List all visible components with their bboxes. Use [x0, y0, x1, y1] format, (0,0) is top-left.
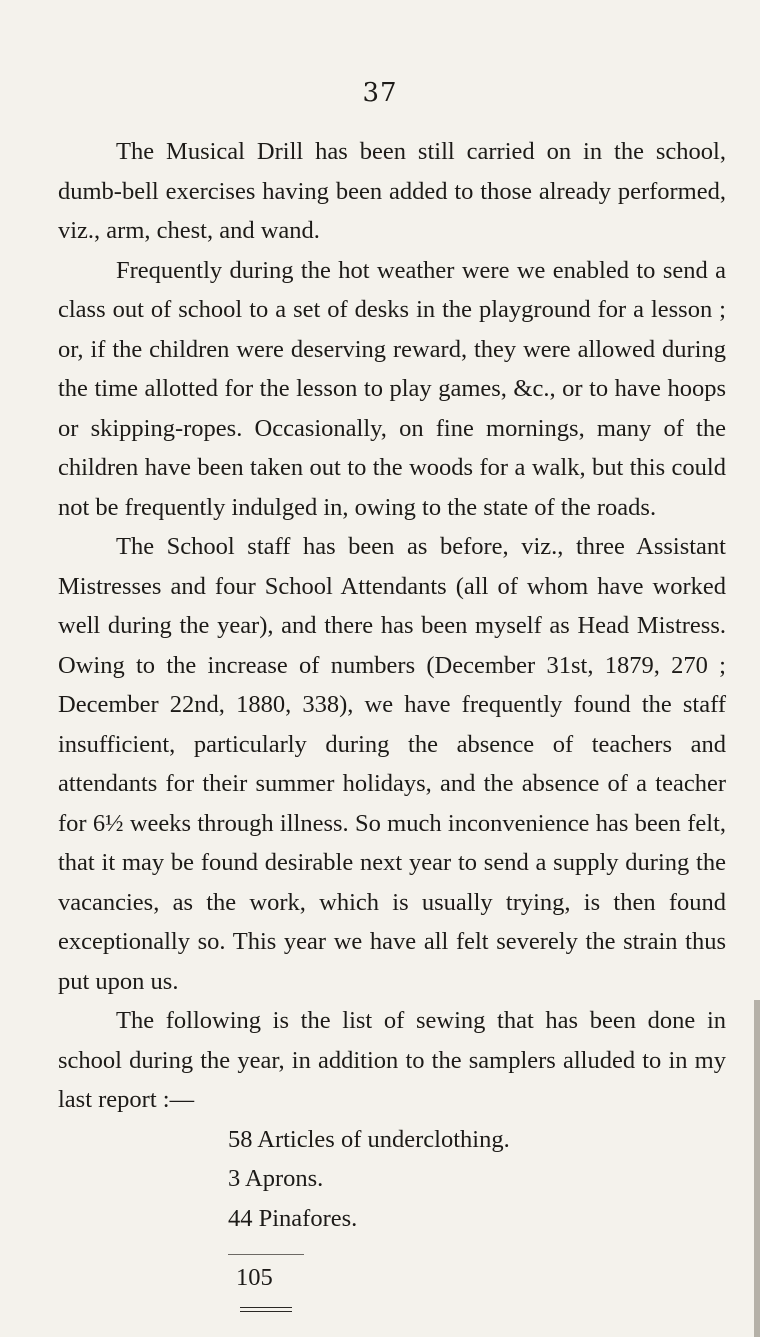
page-number: 37: [362, 78, 398, 108]
body-text: [58, 132, 726, 1312]
sum-rule: [228, 1254, 304, 1255]
paragraph-school-staff: The School staff has been as before, viz., three Assistant Mistresses and four School Attendants (all of whom have worked well during the year), and there has been myself as Head Mistress. Owing to the increase of numbers (December 31st, 1879, 270 ; December 22nd, 1880, 338), we have frequently found the staff insufficient, particularly during the absence of teachers and attendants for their summer holidays, and the absence of a teacher for 6½ weeks through illness. So much inconvenience has been felt, that it may be found desirable next year to send a supply during the vacancies, as the work, which is usually trying, is then found exceptionally so. This year we have all felt severely the strain thus put upon us.: [58, 533, 726, 995]
page-edge-shadow: [754, 1000, 760, 1337]
paragraph-musical-drill: The Musical Drill has been still carried on in the school, dumb-bell exercises having been added to those already performed, viz., arm, chest, and wand.: [58, 138, 726, 244]
paragraph-hot-weather: Frequently during the hot weather were we enabled to send a class out of school to a set of desks in the playground for a lesson ; or, if the children were deserving reward, they were allowed during the time allotted for the lesson to play games, &c., or to have hoops or skipping-ropes. Occasionally, on fine mornings, many of the children have been taken out to the woods for a walk, but this could not be frequently indulged in, owing to the state of the roads.: [58, 256, 726, 521]
sewing-total: 105: [236, 1264, 273, 1291]
paragraph-sewing-intro: The following is the list of sewing that has been done in school during the year, in addition to the samplers alluded to in my last report :—: [58, 1007, 726, 1113]
sewing-item-pinafores: 44 Pinafores.: [228, 1204, 358, 1232]
total-double-rule: [240, 1307, 292, 1312]
sewing-item-underclothing: 58 Articles of underclothing.: [228, 1125, 510, 1153]
sewing-list: [58, 1120, 726, 1239]
sewing-item-aprons: 3 Aprons.: [228, 1165, 324, 1192]
